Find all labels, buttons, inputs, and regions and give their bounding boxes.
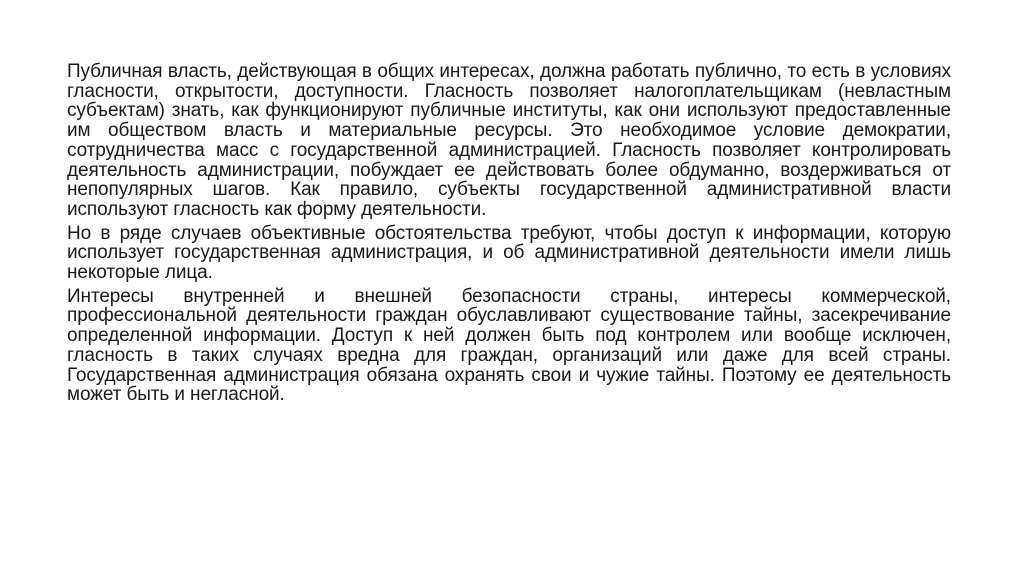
paragraph-secrecy: Интересы внутренней и внешней безопасности страны, интересы коммерческой, профессиональной деятельности граждан обуславливают существование тайны, засекречивание определенной информации. Доступ к ней должен быть под контролем или вообще исключен, гласность в таких случаях вредна для граждан, организаций или даже для всей страны. Государственная администрация обязана охранять свои и чужие тайны. Поэтому ее деятельность может быть и негласной.	[67, 285, 951, 406]
body-text	[67, 62, 951, 409]
paragraph-restricted-access: Но в ряде случаев объективные обстоятельства требуют, чтобы доступ к информации, которую использует государственная администрация, и об административной деятельности имели лишь некоторые лица.	[67, 222, 951, 284]
paragraph-publicity: Публичная власть, действующая в общих интересах, должна работать публично, то есть в условиях гласности, открытости, доступности. Гласность позволяет налогоплательщикам (невластным субъектам) знать, как функционируют публичные институты, как они используют предоставленные им обществом власть и материальные ресурсы. Это необходимое условие демократии, сотрудничества масс с государственной администрацией. Гласность позволяет контролировать деятельность администрации, побуждает ее действовать более обдуманно, воздерживаться от непопулярных шагов. Как правило, субъекты государственной административной власти используют гласность как форму деятельности.	[67, 61, 951, 220]
